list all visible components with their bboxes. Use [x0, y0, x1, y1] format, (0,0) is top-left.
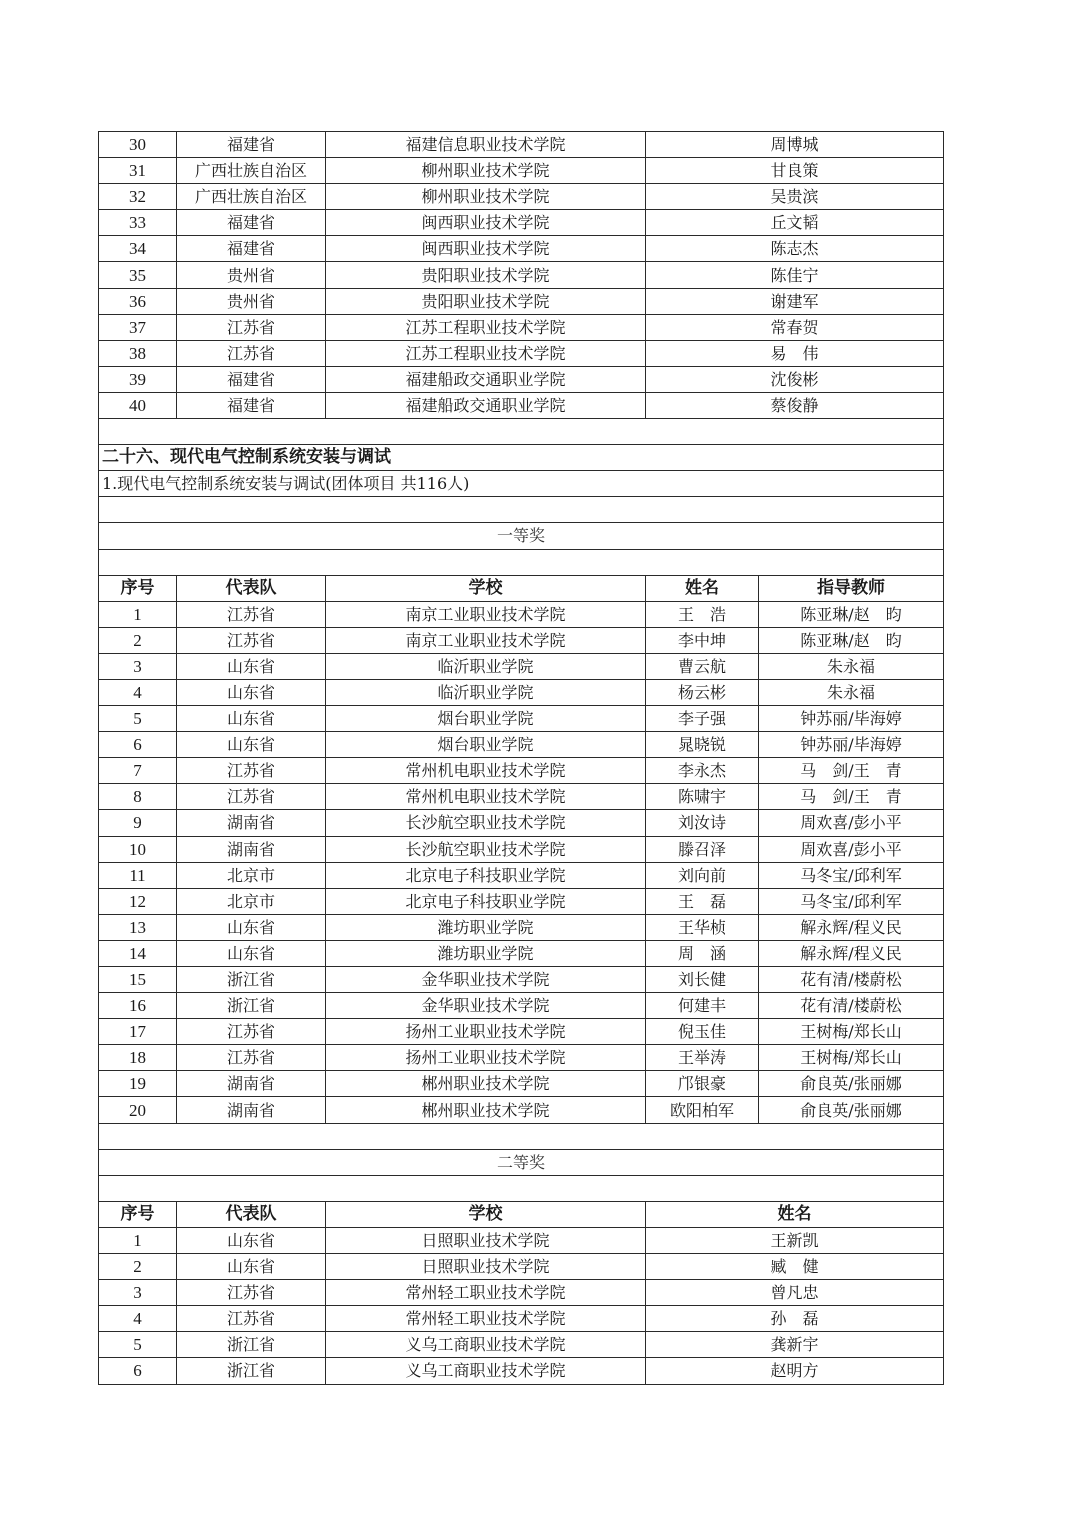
team-cell: 湖南省 [177, 1071, 326, 1097]
table-row [99, 1306, 944, 1332]
table-row [99, 653, 944, 679]
school-cell: 贵阳职业技术学院 [326, 262, 646, 288]
school-cell: 贵阳职业技术学院 [326, 288, 646, 314]
blank-cell [99, 1175, 944, 1201]
header-team: 代表队 [177, 575, 326, 601]
name-cell: 陈啸宇 [646, 784, 759, 810]
table-row [99, 1254, 944, 1280]
school-cell: 长沙航空职业技术学院 [326, 836, 646, 862]
school-cell: 义乌工商职业技术学院 [326, 1358, 646, 1384]
name-cell: 王 磊 [646, 888, 759, 914]
table-row [99, 914, 944, 940]
team-cell: 山东省 [177, 1227, 326, 1253]
team-cell: 福建省 [177, 132, 326, 158]
table-row [99, 1019, 944, 1045]
teacher-cell: 陈亚琳/赵 昀 [759, 627, 944, 653]
table-row [99, 1071, 944, 1097]
row-number: 1 [99, 601, 177, 627]
name-cell: 李中坤 [646, 627, 759, 653]
teacher-cell: 马 剑/王 青 [759, 784, 944, 810]
school-cell: 扬州工业职业技术学院 [326, 1045, 646, 1071]
team-cell: 江苏省 [177, 314, 326, 340]
name-cell: 刘汝诗 [646, 810, 759, 836]
school-cell: 临沂职业学院 [326, 653, 646, 679]
name-cell: 王 浩 [646, 601, 759, 627]
row-number: 2 [99, 1254, 177, 1280]
team-cell: 湖南省 [177, 810, 326, 836]
school-cell: 柳州职业技术学院 [326, 184, 646, 210]
name-cell: 吴贵滨 [646, 184, 944, 210]
awards-table [98, 131, 944, 1385]
header-row [99, 1201, 944, 1227]
school-cell: 潍坊职业学院 [326, 940, 646, 966]
table-row [99, 366, 944, 392]
school-cell: 金华职业技术学院 [326, 967, 646, 993]
name-cell: 邝银豪 [646, 1071, 759, 1097]
name-cell: 刘长健 [646, 967, 759, 993]
name-cell: 龚新宇 [646, 1332, 944, 1358]
school-cell: 柳州职业技术学院 [326, 158, 646, 184]
school-cell: 福建信息职业技术学院 [326, 132, 646, 158]
team-cell: 福建省 [177, 392, 326, 418]
award-level-row [99, 1149, 944, 1175]
teacher-cell: 钟苏丽/毕海婷 [759, 706, 944, 732]
row-number: 20 [99, 1097, 177, 1123]
table-row [99, 940, 944, 966]
row-number: 5 [99, 1332, 177, 1358]
row-number: 6 [99, 732, 177, 758]
name-cell: 王举涛 [646, 1045, 759, 1071]
header-row [99, 575, 944, 601]
school-cell: 南京工业职业技术学院 [326, 601, 646, 627]
team-cell: 江苏省 [177, 784, 326, 810]
table-row [99, 993, 944, 1019]
table-row [99, 1045, 944, 1071]
name-cell: 蔡俊静 [646, 392, 944, 418]
name-cell: 何建丰 [646, 993, 759, 1019]
table-row [99, 392, 944, 418]
table-row [99, 1280, 944, 1306]
row-number: 36 [99, 288, 177, 314]
teacher-cell: 周欢喜/彭小平 [759, 810, 944, 836]
team-cell: 江苏省 [177, 627, 326, 653]
teacher-cell: 解永辉/程义民 [759, 914, 944, 940]
table-row [99, 1332, 944, 1358]
table-row [99, 184, 944, 210]
school-cell: 北京电子科技职业学院 [326, 888, 646, 914]
team-cell: 江苏省 [177, 601, 326, 627]
school-cell: 烟台职业学院 [326, 732, 646, 758]
name-cell: 丘文韬 [646, 210, 944, 236]
name-cell: 周 涵 [646, 940, 759, 966]
teacher-cell: 解永辉/程义民 [759, 940, 944, 966]
table-row [99, 132, 944, 158]
row-number: 31 [99, 158, 177, 184]
row-number: 12 [99, 888, 177, 914]
row-number: 5 [99, 706, 177, 732]
row-number: 35 [99, 262, 177, 288]
school-cell: 江苏工程职业技术学院 [326, 340, 646, 366]
row-number: 11 [99, 862, 177, 888]
blank-cell [99, 549, 944, 575]
table-row [99, 601, 944, 627]
teacher-cell: 朱永福 [759, 679, 944, 705]
team-cell: 山东省 [177, 732, 326, 758]
header-name: 姓名 [646, 575, 759, 601]
blank-row [99, 497, 944, 523]
team-cell: 浙江省 [177, 1358, 326, 1384]
school-cell: 南京工业职业技术学院 [326, 627, 646, 653]
name-cell: 倪玉佳 [646, 1019, 759, 1045]
team-cell: 福建省 [177, 366, 326, 392]
row-number: 32 [99, 184, 177, 210]
name-cell: 滕召泽 [646, 836, 759, 862]
team-cell: 福建省 [177, 210, 326, 236]
table-row [99, 236, 944, 262]
row-number: 13 [99, 914, 177, 940]
school-cell: 郴州职业技术学院 [326, 1071, 646, 1097]
award-level-row [99, 523, 944, 549]
table-row [99, 1358, 944, 1384]
row-number: 39 [99, 366, 177, 392]
table-row [99, 862, 944, 888]
table-row [99, 784, 944, 810]
name-cell: 易 伟 [646, 340, 944, 366]
name-cell: 甘良策 [646, 158, 944, 184]
school-cell: 义乌工商职业技术学院 [326, 1332, 646, 1358]
school-cell: 临沂职业学院 [326, 679, 646, 705]
row-number: 15 [99, 967, 177, 993]
row-number: 33 [99, 210, 177, 236]
row-number: 40 [99, 392, 177, 418]
row-number: 10 [99, 836, 177, 862]
school-cell: 日照职业技术学院 [326, 1254, 646, 1280]
row-number: 34 [99, 236, 177, 262]
name-cell: 晁晓锐 [646, 732, 759, 758]
section-title-row [99, 445, 944, 471]
row-number: 14 [99, 940, 177, 966]
school-cell: 江苏工程职业技术学院 [326, 314, 646, 340]
table-row [99, 758, 944, 784]
blank-row [99, 549, 944, 575]
name-cell: 谢建军 [646, 288, 944, 314]
table-row [99, 706, 944, 732]
name-cell: 周博城 [646, 132, 944, 158]
school-cell: 福建船政交通职业学院 [326, 366, 646, 392]
name-cell: 曾凡忠 [646, 1280, 944, 1306]
header-school: 学校 [326, 1201, 646, 1227]
school-cell: 福建船政交通职业学院 [326, 392, 646, 418]
row-number: 9 [99, 810, 177, 836]
row-number: 2 [99, 627, 177, 653]
table-row [99, 1227, 944, 1253]
school-cell: 常州轻工职业技术学院 [326, 1306, 646, 1332]
school-cell: 闽西职业技术学院 [326, 236, 646, 262]
blank-cell [99, 419, 944, 445]
table-row [99, 340, 944, 366]
team-cell: 浙江省 [177, 967, 326, 993]
school-cell: 长沙航空职业技术学院 [326, 810, 646, 836]
teacher-cell: 花有清/楼蔚松 [759, 967, 944, 993]
teacher-cell: 花有清/楼蔚松 [759, 993, 944, 1019]
school-cell: 潍坊职业学院 [326, 914, 646, 940]
school-cell: 扬州工业职业技术学院 [326, 1019, 646, 1045]
row-number: 37 [99, 314, 177, 340]
teacher-cell: 俞良英/张丽娜 [759, 1097, 944, 1123]
name-cell: 孙 磊 [646, 1306, 944, 1332]
blank-cell [99, 1123, 944, 1149]
blank-row [99, 1175, 944, 1201]
table-row [99, 210, 944, 236]
row-number: 19 [99, 1071, 177, 1097]
school-cell: 北京电子科技职业学院 [326, 862, 646, 888]
team-cell: 江苏省 [177, 758, 326, 784]
table-row [99, 262, 944, 288]
team-cell: 山东省 [177, 940, 326, 966]
teacher-cell: 朱永福 [759, 653, 944, 679]
team-cell: 北京市 [177, 862, 326, 888]
name-cell: 常春贺 [646, 314, 944, 340]
header-teacher: 指导教师 [759, 575, 944, 601]
team-cell: 山东省 [177, 1254, 326, 1280]
team-cell: 广西壮族自治区 [177, 184, 326, 210]
team-cell: 浙江省 [177, 1332, 326, 1358]
row-number: 8 [99, 784, 177, 810]
header-team: 代表队 [177, 1201, 326, 1227]
table-row [99, 627, 944, 653]
teacher-cell: 王树梅/郑长山 [759, 1019, 944, 1045]
header-no: 序号 [99, 575, 177, 601]
row-number: 30 [99, 132, 177, 158]
table-row [99, 967, 944, 993]
name-cell: 杨云彬 [646, 679, 759, 705]
table-row [99, 679, 944, 705]
team-cell: 福建省 [177, 236, 326, 262]
table-row [99, 314, 944, 340]
team-cell: 江苏省 [177, 340, 326, 366]
school-cell: 烟台职业学院 [326, 706, 646, 732]
teacher-cell: 马 剑/王 青 [759, 758, 944, 784]
name-cell: 李子强 [646, 706, 759, 732]
table-row [99, 836, 944, 862]
name-cell: 王新凯 [646, 1227, 944, 1253]
section-title: 二十六、现代电气控制系统安装与调试 [99, 445, 944, 471]
team-cell: 江苏省 [177, 1019, 326, 1045]
table-row [99, 810, 944, 836]
name-cell: 李永杰 [646, 758, 759, 784]
team-cell: 江苏省 [177, 1045, 326, 1071]
subsection-title: 1.现代电气控制系统安装与调试(团体项目 共116人) [99, 471, 944, 497]
row-number: 18 [99, 1045, 177, 1071]
team-cell: 江苏省 [177, 1306, 326, 1332]
teacher-cell: 马冬宝/邱利军 [759, 862, 944, 888]
row-number: 38 [99, 340, 177, 366]
team-cell: 北京市 [177, 888, 326, 914]
row-number: 4 [99, 679, 177, 705]
team-cell: 湖南省 [177, 1097, 326, 1123]
school-cell: 闽西职业技术学院 [326, 210, 646, 236]
header-no: 序号 [99, 1201, 177, 1227]
school-cell: 日照职业技术学院 [326, 1227, 646, 1253]
table-row [99, 888, 944, 914]
team-cell: 广西壮族自治区 [177, 158, 326, 184]
subsection-title-row [99, 471, 944, 497]
name-cell: 欧阳柏军 [646, 1097, 759, 1123]
teacher-cell: 俞良英/张丽娜 [759, 1071, 944, 1097]
first-prize-label: 一等奖 [99, 523, 944, 549]
row-number: 7 [99, 758, 177, 784]
name-cell: 陈志杰 [646, 236, 944, 262]
teacher-cell: 钟苏丽/毕海婷 [759, 732, 944, 758]
name-cell: 沈俊彬 [646, 366, 944, 392]
teacher-cell: 周欢喜/彭小平 [759, 836, 944, 862]
header-name: 姓名 [646, 1201, 944, 1227]
table-row [99, 1097, 944, 1123]
row-number: 3 [99, 653, 177, 679]
blank-row [99, 419, 944, 445]
blank-cell [99, 497, 944, 523]
name-cell: 赵明方 [646, 1358, 944, 1384]
team-cell: 湖南省 [177, 836, 326, 862]
table-row [99, 732, 944, 758]
teacher-cell: 王树梅/郑长山 [759, 1045, 944, 1071]
school-cell: 郴州职业技术学院 [326, 1097, 646, 1123]
name-cell: 曹云航 [646, 653, 759, 679]
row-number: 6 [99, 1358, 177, 1384]
team-cell: 江苏省 [177, 1280, 326, 1306]
row-number: 16 [99, 993, 177, 1019]
second-prize-label: 二等奖 [99, 1149, 944, 1175]
name-cell: 臧 健 [646, 1254, 944, 1280]
team-cell: 贵州省 [177, 262, 326, 288]
row-number: 4 [99, 1306, 177, 1332]
school-cell: 常州机电职业技术学院 [326, 784, 646, 810]
team-cell: 山东省 [177, 706, 326, 732]
table-row [99, 288, 944, 314]
team-cell: 山东省 [177, 653, 326, 679]
table-row [99, 158, 944, 184]
name-cell: 王华桢 [646, 914, 759, 940]
school-cell: 常州机电职业技术学院 [326, 758, 646, 784]
name-cell: 刘向前 [646, 862, 759, 888]
header-school: 学校 [326, 575, 646, 601]
team-cell: 贵州省 [177, 288, 326, 314]
team-cell: 山东省 [177, 914, 326, 940]
teacher-cell: 马冬宝/邱利军 [759, 888, 944, 914]
team-cell: 浙江省 [177, 993, 326, 1019]
blank-row [99, 1123, 944, 1149]
school-cell: 金华职业技术学院 [326, 993, 646, 1019]
row-number: 3 [99, 1280, 177, 1306]
row-number: 1 [99, 1227, 177, 1253]
row-number: 17 [99, 1019, 177, 1045]
team-cell: 山东省 [177, 679, 326, 705]
name-cell: 陈佳宁 [646, 262, 944, 288]
teacher-cell: 陈亚琳/赵 昀 [759, 601, 944, 627]
school-cell: 常州轻工职业技术学院 [326, 1280, 646, 1306]
